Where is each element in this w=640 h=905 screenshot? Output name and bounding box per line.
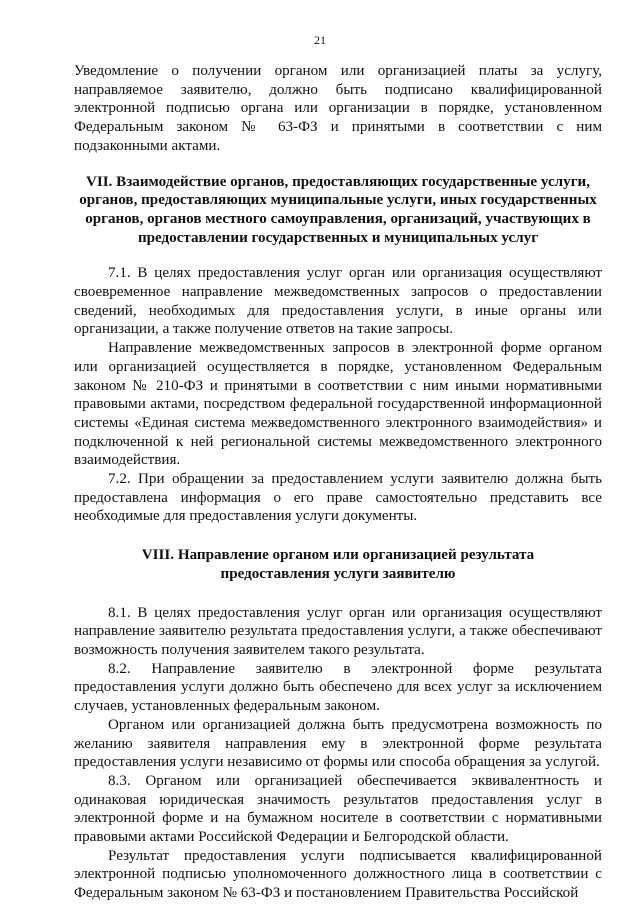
paragraph-result-signature: Результат предоставления услуги подписывается квалифицированной электронной подписью уполномоченного должностного лица в соответствии с Федеральным законом № 63-ФЗ и постановлением Правительства Российской [74,847,602,902]
paragraph-8-1: 8.1. В целях предоставления услуг орган или организация осуществляют направление заявителю результата предоставления услуги, а также обеспечивают возможность получения заявителем такого результата. [74,604,602,658]
section-vii-heading: VII. Взаимодействие органов, предоставляющих государственные услуги, органов, предоставляющих муниципальные услуги, иных государственных органов, органов местного самоуправления, организаций, участвующих в предоставлении государственных и муниципальных услуг [79,173,597,246]
paragraph-interagency-requests: Направление межведомственных запросов в электронной форме органом или организацией осуществляется в порядке, установленном Федеральным законом № 210-ФЗ и принятыми в соответствии с ним иными нормативными правовыми актами, посредством федеральной государственной информационной системы «Единая система межведомственного электронного взаимодействия» и подключенной к ней региональной системы межведомственного электронного взаимодействия. [74,340,602,469]
paragraph-electronic-result: Органом или организацией должна быть предусмотрена возможность по желанию заявителя направления ему в электронной форме результата предоставления услуги независимо от формы или способа обращения за услугой. [74,716,602,771]
document-body [74,62,602,903]
section-viii-heading: VIII. Направление органом или организацией результата предоставления услуги заявителю [141,547,535,582]
paragraph-8-2: 8.2. Направление заявителю в электронной форме результата предоставления услуги должно быть обеспечено для всех услуг за исключением случаев, установленных федеральным законом. [74,660,602,715]
page-number: 21 [314,33,326,47]
paragraph-7-2: 7.2. При обращении за предоставлением услуги заявителю должна быть предоставлена информация о его праве самостоятельно представить все необходимые для предоставления услуги документы. [74,471,602,525]
paragraph-payment-notice: Уведомление о получении органом или организацией платы за услугу, направляемое заявителю, должно быть подписано квалифицированной электронной подписью органа или организации в порядке, установленном Федеральным законом № 63-ФЗ и принятыми в соответствии с ним подзаконными актами. [74,63,602,154]
paragraph-8-3: 8.3. Органом или организацией обеспечивается эквивалентность и одинаковая юридическая значимость результатов предоставления услуг в электронной форме и на бумажном носителе в соответствии с нормативными правовыми актами Российской Федерации и Белгородской области. [74,772,602,846]
paragraph-7-1: 7.1. В целях предоставления услуг орган или организация осуществляют своевременное направление межведомственных запросов о предоставлении сведений, необходимых для предоставления услуги, в иные органы или организации, а также получение ответов на такие запросы. [74,265,602,338]
